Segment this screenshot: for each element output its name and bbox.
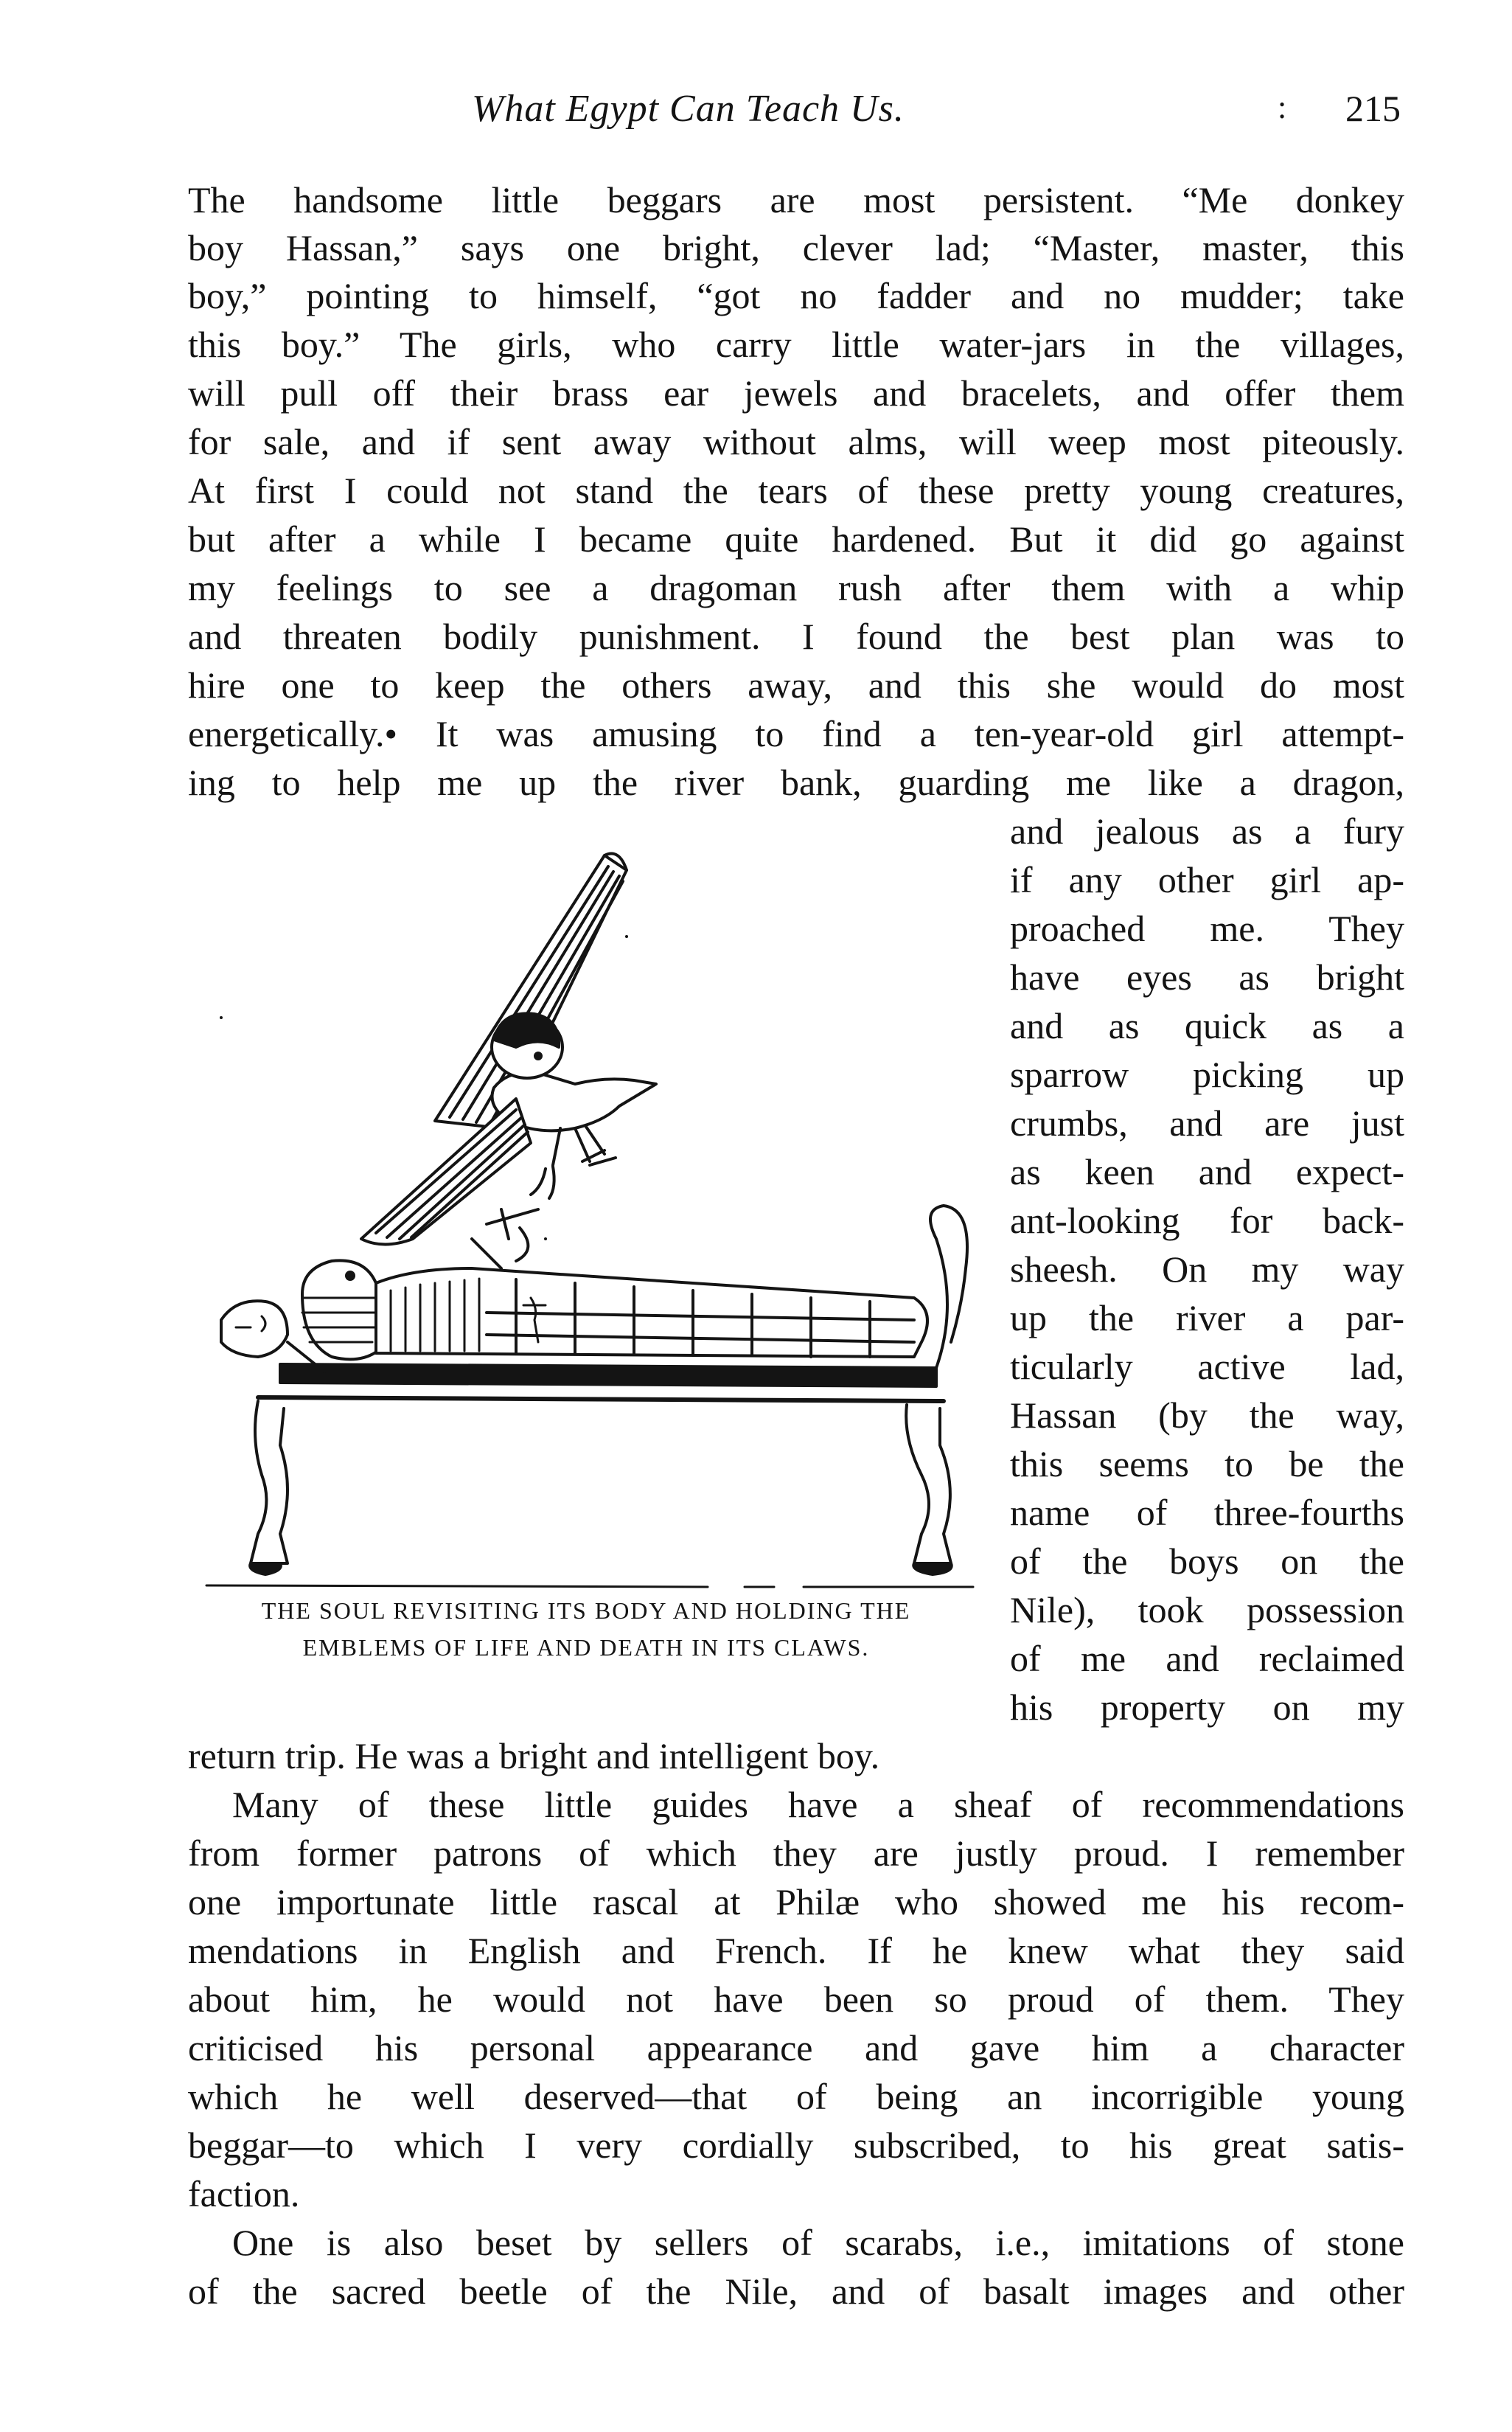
body-line: about him, he would not have been so proud of them. They	[188, 1978, 1404, 2020]
page-number: 215	[1345, 88, 1401, 129]
figure-caption-line: EMBLEMS OF LIFE AND DEATH IN ITS CLAWS.	[302, 1634, 870, 1661]
side-line: Hassan (by the way,	[1010, 1394, 1404, 1436]
body-line: criticised his personal appearance and gave him a character	[188, 2027, 1404, 2068]
soul-bird-over-mummy-illustration	[192, 826, 980, 1600]
side-line: and jealous as a fury	[1010, 810, 1404, 852]
body-line: for sale, and if sent away without alms, will weep most piteously.	[188, 421, 1404, 462]
body-line: hire one to keep the others away, and this she would do most	[188, 664, 1404, 706]
side-line: of me and reclaimed	[1010, 1638, 1404, 1679]
body-line: return trip. He was a bright and intelligent boy.	[188, 1735, 880, 1776]
side-line: Nile), took possession	[1010, 1589, 1404, 1630]
body-line: boy,” pointing to himself, “got no fadder and no mudder; take	[188, 275, 1404, 316]
body-line: energetically.• It was amusing to find a ten-year-old girl attempt-	[188, 713, 1404, 754]
body-line: this boy.” The girls, who carry little water-jars in the villages,	[188, 324, 1404, 365]
body-line: of the sacred beetle of the Nile, and of basalt images and other	[188, 2271, 1404, 2312]
body-line: mendations in English and French. If he knew what they said	[188, 1930, 1404, 1971]
body-line: will pull off their brass ear jewels and bracelets, and offer them	[188, 372, 1404, 414]
body-line: but after a while I became quite hardened. But it did go against	[188, 518, 1404, 560]
side-line: ticularly active lad,	[1010, 1346, 1404, 1387]
side-line: proached me. They	[1010, 908, 1404, 949]
side-line: have eyes as bright	[1010, 956, 1404, 998]
body-line: my feelings to see a dragoman rush after them with a whip	[188, 567, 1404, 608]
side-line: ant-looking for back-	[1010, 1200, 1404, 1241]
side-line: crumbs, and are just	[1010, 1102, 1404, 1144]
body-line: which he well deserved—that of being an incorrigible young	[188, 2076, 1404, 2117]
side-line: and as quick as a	[1010, 1005, 1404, 1046]
figure-caption-line: THE SOUL REVISITING ITS BODY AND HOLDING THE	[261, 1597, 911, 1624]
side-line: this seems to be the	[1010, 1443, 1404, 1484]
side-line: up the river a par-	[1010, 1297, 1404, 1338]
running-head	[184, 87, 1401, 146]
side-line: sheesh. On my way	[1010, 1248, 1404, 1290]
body-line: One is also beset by sellers of scarabs, i.e., imitations of stone	[232, 2222, 1404, 2263]
body-line: boy Hassan,” says one bright, clever lad; “Master, master, this	[188, 227, 1404, 268]
side-line: his property on my	[1010, 1686, 1404, 1728]
side-line: if any other girl ap-	[1010, 859, 1404, 900]
body-line: from former patrons of which they are justly proud. I remember	[188, 1832, 1404, 1874]
side-line: of the boys on the	[1010, 1540, 1404, 1582]
running-title: What Egypt Can Teach Us.	[472, 88, 905, 130]
body-line: ing to help me up the river bank, guarding me like a dragon,	[188, 762, 1404, 803]
side-line: name of three-fourths	[1010, 1492, 1404, 1533]
body-line: At first I could not stand the tears of these pretty young creatures,	[188, 470, 1404, 511]
body-line: beggar—to which I very cordially subscribed, to his great satis-	[188, 2124, 1404, 2166]
body-line: faction.	[188, 2173, 300, 2214]
body-line: The handsome little beggars are most persistent. “Me donkey	[188, 179, 1404, 220]
body-line: and threaten bodily punishment. I found the best plan was to	[188, 616, 1404, 657]
side-line: sparrow picking up	[1010, 1054, 1404, 1095]
margin-dot: :	[1278, 89, 1287, 125]
figure-soul-and-mummy	[192, 826, 980, 1622]
side-line: as keen and expect-	[1010, 1151, 1404, 1192]
body-line: Many of these little guides have a sheaf of recommendations	[232, 1784, 1404, 1825]
body-line: one importunate little rascal at Philæ who showed me his recom-	[188, 1881, 1404, 1922]
